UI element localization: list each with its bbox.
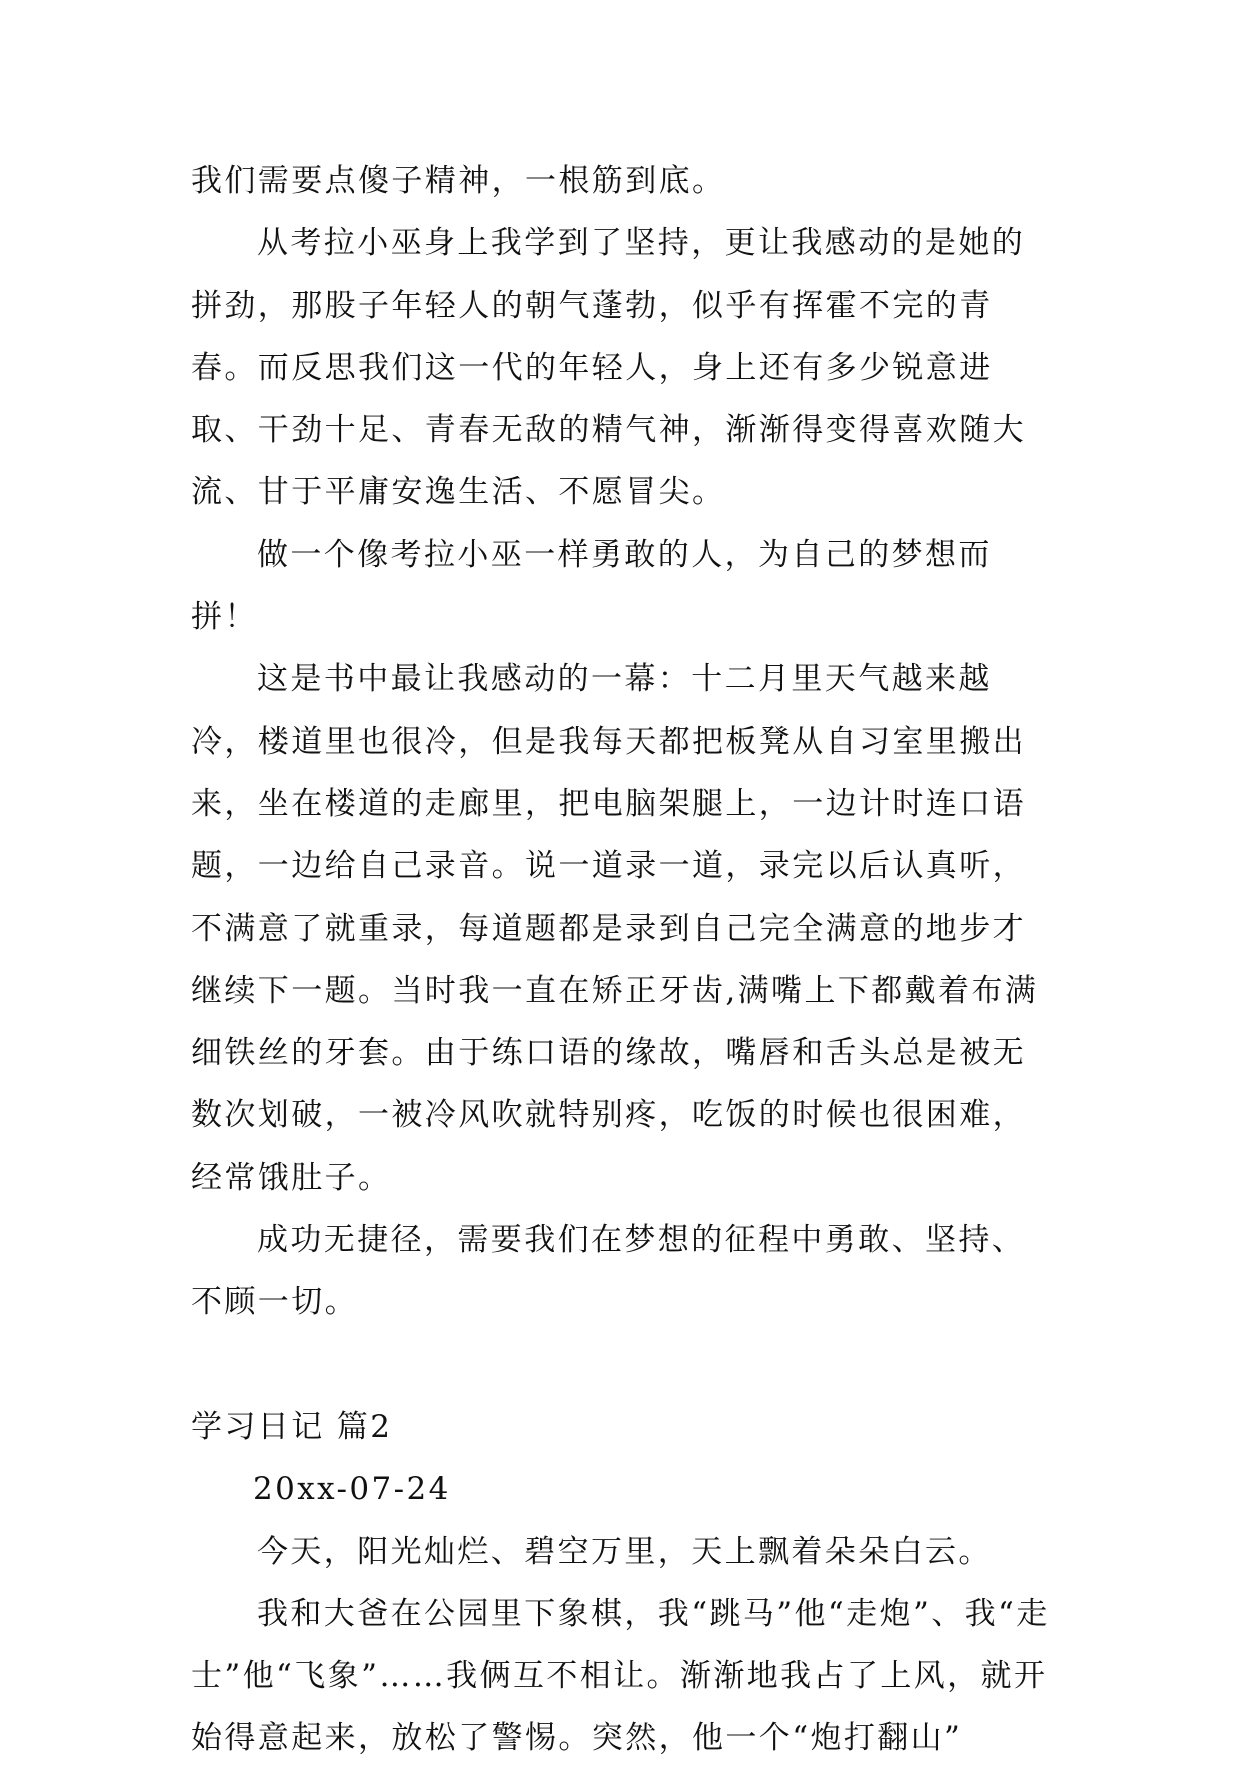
paragraph-1: 我们需要点傻子精神，一根筋到底。 xyxy=(191,163,726,199)
paragraph-3: 做一个像考拉小巫一样勇敢的人，为自己的梦想而拼！ xyxy=(191,536,992,636)
section-heading: 学习日记 篇2 xyxy=(191,1408,393,1445)
diary-paragraph-2: 我和大爸在公园里下象棋，我“跳马”他“走炮”、我“走士”他“飞象”……我俩互不相让。渐渐地我占了上风，就开始得意起来，放松了警惕。突然，他一个“炮打翻山” xyxy=(191,1595,1050,1757)
paragraph-2: 从考拉小巫身上我学到了坚持，更让我感动的是她的拼劲，那股子年轻人的朝气蓬勃，似乎有挥霍不完的青春。而反思我们这一代的年轻人，身上还有多少锐意进取、干劲十足、青春无敌的精气神，渐渐得变得喜欢随大流、甘于平庸安逸生活、不愿冒尖。 xyxy=(191,225,1026,511)
section-gap xyxy=(191,1334,1051,1396)
paragraph-4: 这是书中最让我感动的一幕：十二月里天气越来越冷，楼道里也很冷，但是我每天都把板凳从自习室里搬出来，坐在楼道的走廊里，把电脑架腿上，一边计时连口语题，一边给自己录音。说一道录一道，录完以后认真听，不满意了就重录，每道题都是录到自己完全满意的地步才继续下一题。当时我一直在矫正牙齿,满嘴上下都戴着布满细铁丝的牙套。由于练口语的缘故，嘴唇和舌头总是被无数次划破，一被冷风吹就特别疼，吃饭的时候也很困难，经常饿肚子。 xyxy=(191,661,1039,1196)
diary-paragraph-1: 今天，阳光灿烂、碧空万里，天上飘着朵朵白云。 xyxy=(257,1533,992,1570)
paragraph-5: 成功无捷径，需要我们在梦想的征程中勇敢、坚持、不顾一切。 xyxy=(191,1222,1026,1321)
diary-date: 20xx-07-24 xyxy=(253,1471,451,1508)
document-body xyxy=(191,150,1051,1770)
